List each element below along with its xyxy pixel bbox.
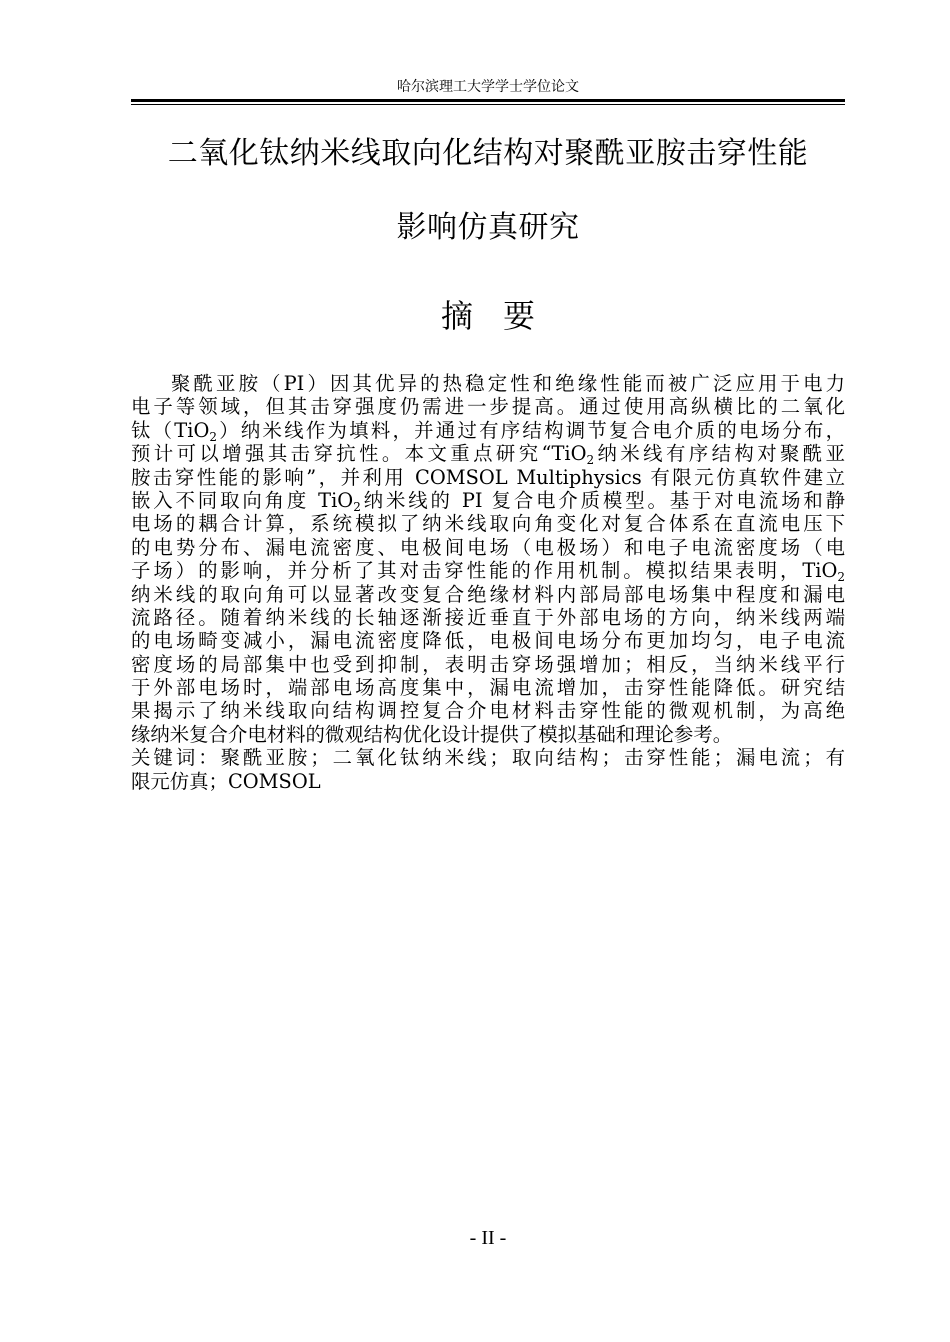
abstract-paragraph xyxy=(131,372,845,746)
page-number: - II - xyxy=(469,1227,507,1249)
header-rule-thick xyxy=(131,99,845,102)
abstract-line: 电场的耦合计算，系统模拟了纳米线取向角变化对复合体系在直流电压下 xyxy=(131,512,845,536)
abstract-line: 的电势分布、漏电流密度、电极间电场（电极场）和电子电流密度场（电 xyxy=(131,535,845,559)
keywords xyxy=(131,746,845,793)
abstract-line: 钛（TiO$_2$）纳米线作为填料，并通过有序结构调节复合电介质的电场分布， xyxy=(131,418,845,444)
abstract-line: 聚酰亚胺（PI）因其优异的热稳定性和绝缘性能而被广泛应用于电力 xyxy=(171,372,845,395)
abstract-line: 于外部电场时，端部电场高度集中，漏电流增加，击穿性能降低。研究结 xyxy=(131,676,845,700)
header-rule-thin xyxy=(131,104,845,105)
abstract-line: 胺击穿性能的影响”，并利用 COMSOL Multiphysics 有限元仿真软件建立 xyxy=(131,465,845,489)
thesis-title-line-2: 影响仿真研究 xyxy=(396,210,580,245)
running-header: 哈尔滨理工大学学士学位论文 xyxy=(397,79,579,95)
subscript: 2 xyxy=(837,570,845,585)
keywords-line: 关键词：聚酰亚胺；二氧化钛纳米线；取向结构；击穿性能；漏电流；有 xyxy=(131,746,845,770)
abstract-line: 嵌入不同取向角度 TiO$_2$纳米线的 PI 复合电介质模型。基于对电流场和静 xyxy=(131,488,845,514)
abstract-line: 预计可以增强其击穿抗性。本文重点研究“TiO$_2$纳米线有序结构对聚酰亚 xyxy=(131,442,846,468)
abstract-line: 子场）的影响，并分析了其对击穿性能的作用机制。模拟结果表明，TiO$_2$ xyxy=(131,559,845,585)
abstract-body xyxy=(131,372,845,793)
abstract-line: 流路径。随着纳米线的长轴逐渐接近垂直于外部电场的方向，纳米线两端 xyxy=(131,605,845,629)
abstract-line: 纳米线的取向角可以显著改变复合绝缘材料内部局部电场集中程度和漏电 xyxy=(131,582,845,606)
abstract-line: 果揭示了纳米线取向结构调控复合介电材料击穿性能的微观机制，为高绝 xyxy=(131,699,845,723)
abstract-heading: 摘要 xyxy=(440,297,565,335)
subscript: 2 xyxy=(209,429,217,444)
abstract-line: 缘纳米复合介电材料的微观结构优化设计提供了模拟基础和理论参考。 xyxy=(131,722,733,746)
abstract-line: 电子等领域，但其击穿强度仍需进一步提高。通过使用高纵横比的二氧化 xyxy=(131,395,845,419)
subscript: 2 xyxy=(586,453,595,468)
keywords-line: 限元仿真；COMSOL xyxy=(131,769,321,793)
thesis-title-line-1: 二氧化钛纳米线取向化结构对聚酰亚胺击穿性能 xyxy=(167,136,809,171)
subscript: 2 xyxy=(353,499,361,514)
abstract-line: 密度场的局部集中也受到抑制，表明击穿场强增加；相反，当纳米线平行 xyxy=(131,652,845,676)
abstract-line: 的电场畸变减小，漏电流密度降低，电极间电场分布更加均匀，电子电流 xyxy=(131,629,845,653)
